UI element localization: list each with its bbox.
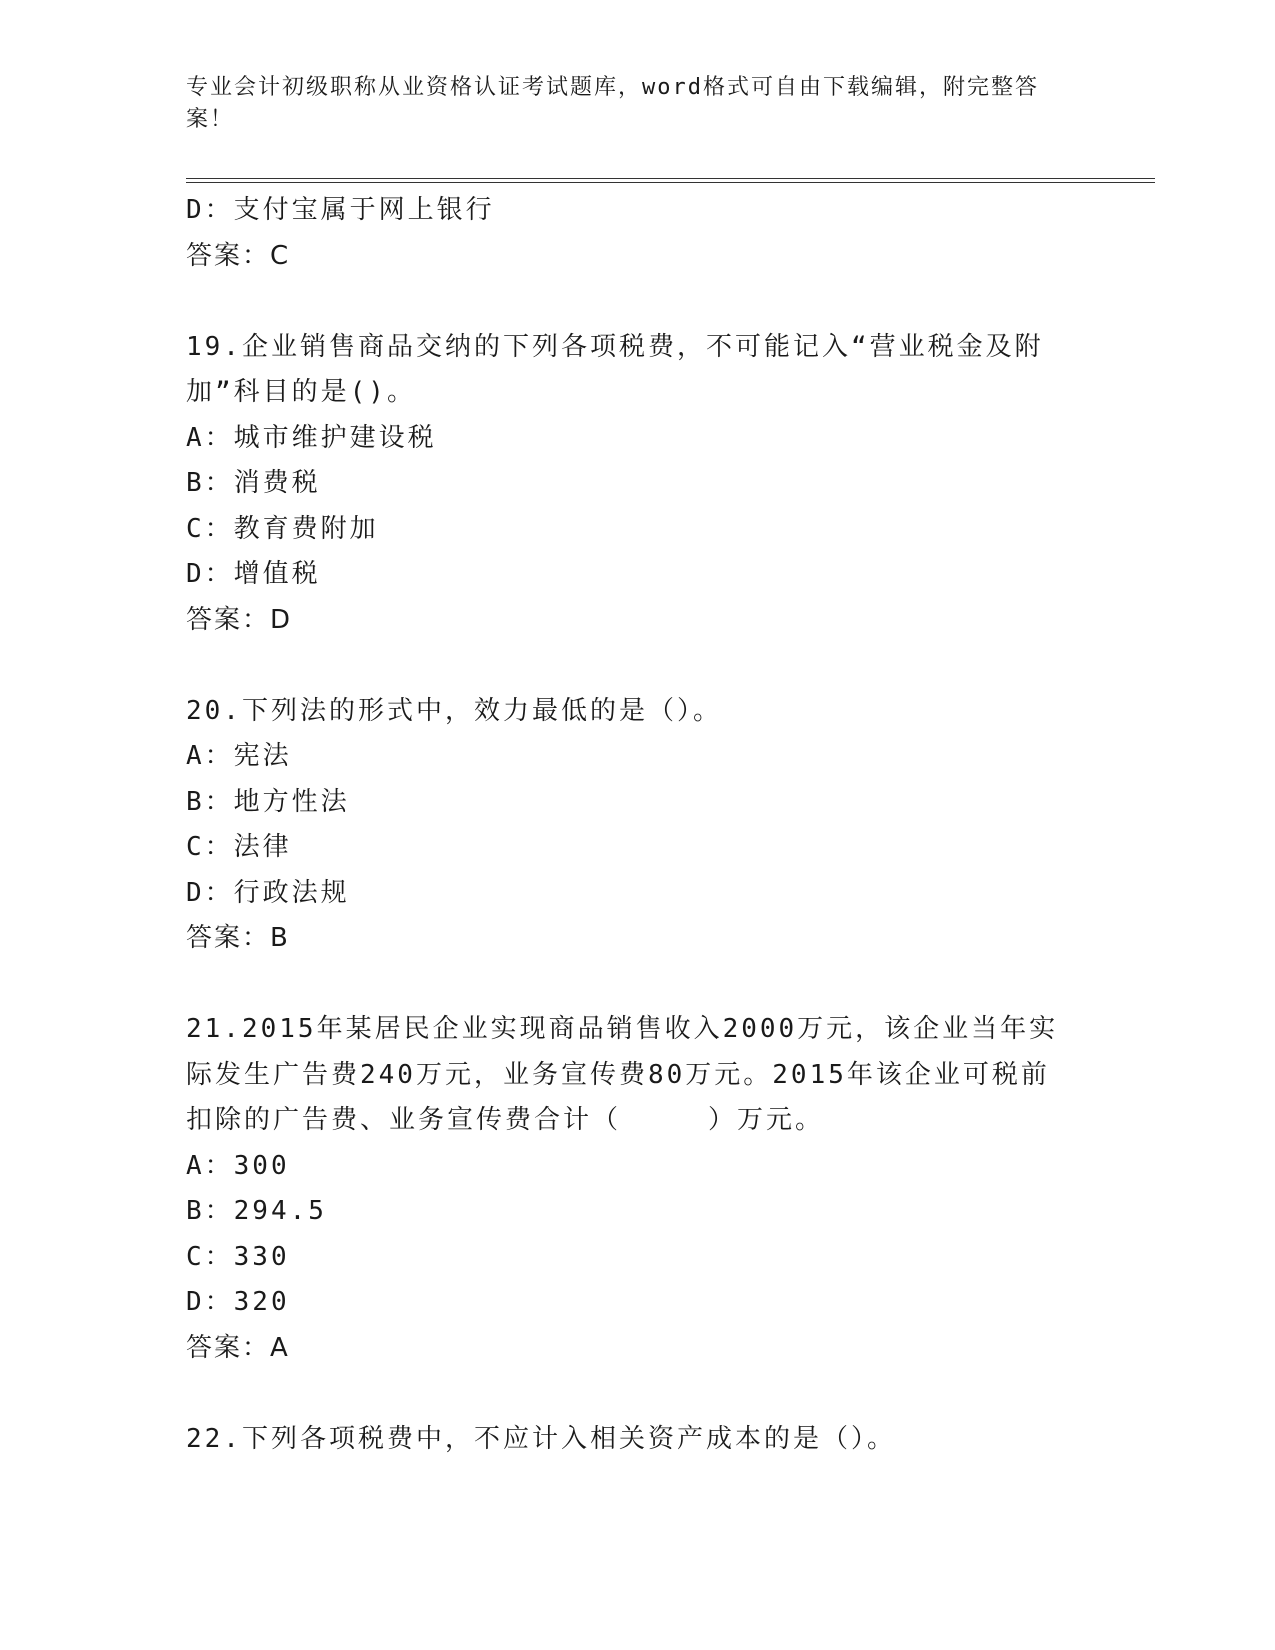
answer: 答案：D [186,604,293,635]
option-d: D：行政法规 [186,877,350,908]
option-c: C：330 [186,1241,290,1272]
question-stem: 22.下列各项税费中，不应计入相关资产成本的是（）。 [186,1423,896,1454]
spacer [186,1371,1106,1417]
page-header: 专业会计初级职称从业资格认证考试题库，word格式可自由下载编辑，附完整答案！ [186,75,1039,132]
spacer [186,279,1106,325]
option-d: D：增值税 [186,559,321,589]
option-d: D：支付宝属于网上银行 [186,195,495,225]
option-c: C：法律 [186,832,292,862]
option-b: B：地方性法 [186,786,350,817]
answer: 答案：B [186,923,290,953]
question-stem: 21.2015年某居民企业实现商品销售收入2000万元，该企业当年实际发生广告费240万元，业务宣传费80万元。2015年该企业可税前扣除的广告费、业务宣传费合计（ ）万元。 [186,1014,1059,1135]
answer: 答案：C [186,240,291,271]
option-b: B：294.5 [186,1196,327,1226]
question-stem: 20.下列法的形式中，效力最低的是（）。 [186,695,722,726]
option-d: D：320 [186,1287,290,1317]
option-c: C：教育费附加 [186,513,379,544]
question-list [186,188,1106,1462]
spacer [186,962,1106,1008]
answer: 答案：A [186,1332,290,1363]
header-divider [186,178,1155,183]
spacer [186,643,1106,689]
option-b: B：消费税 [186,468,321,498]
option-a: A：城市维护建设税 [186,422,437,453]
option-a: A：宪法 [186,741,292,771]
option-a: A：300 [186,1150,290,1181]
question-stem: 19.企业销售商品交纳的下列各项税费，不可能记入“营业税金及附加”科目的是()。 [186,331,1044,407]
